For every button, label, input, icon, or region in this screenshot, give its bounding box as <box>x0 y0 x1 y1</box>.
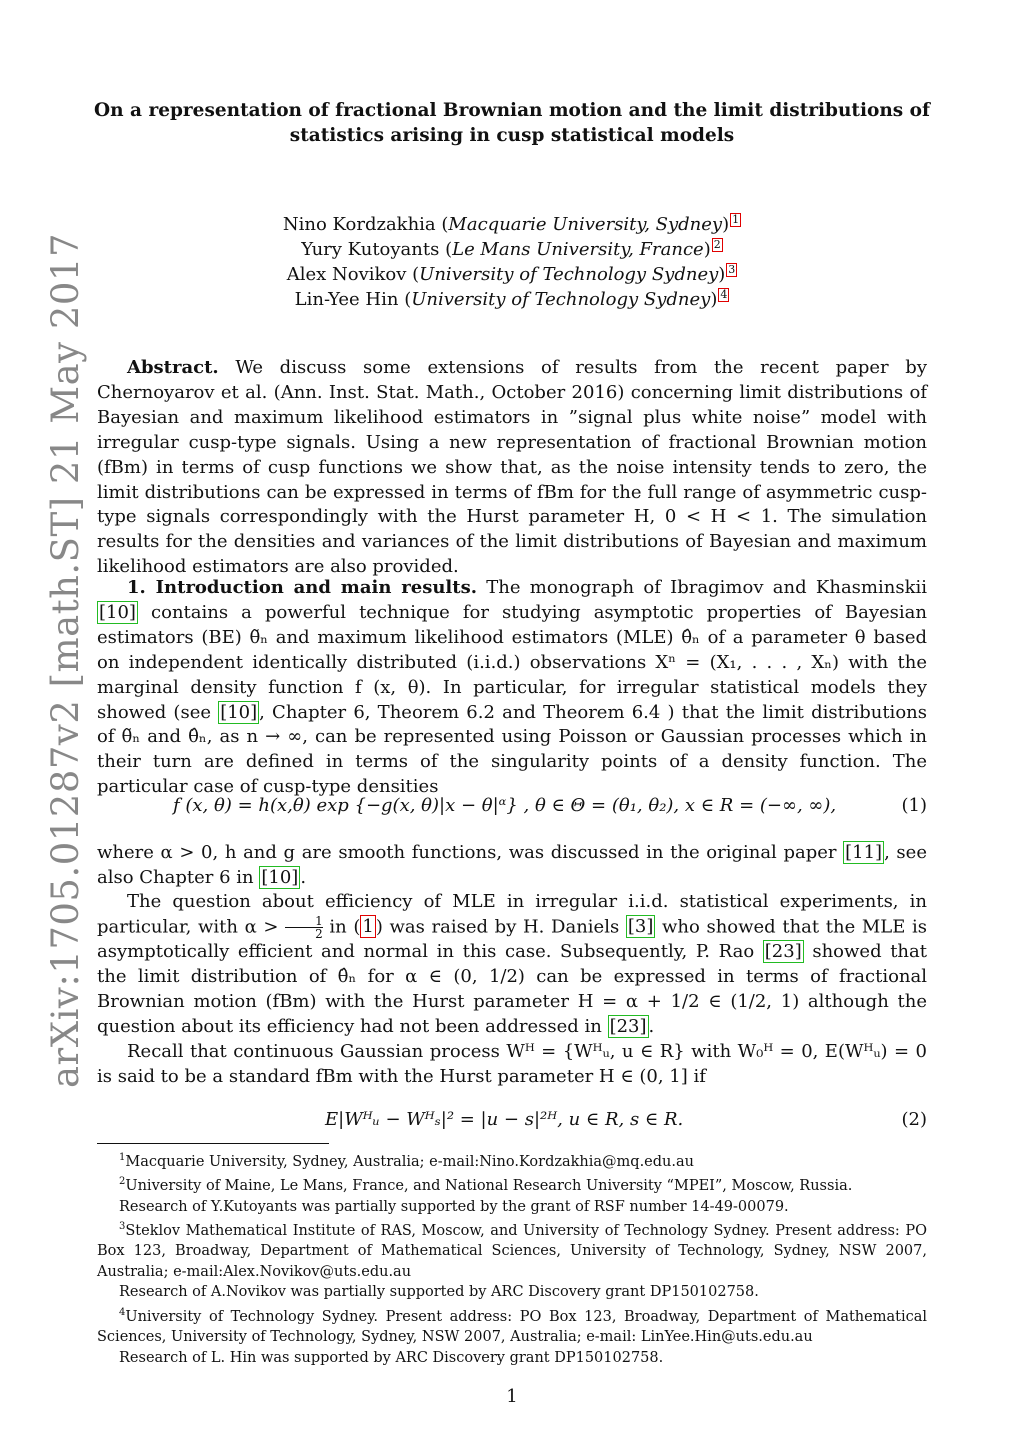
citation-link[interactable]: [23] <box>764 941 802 963</box>
where-text-2: , see also Chapter 6 in <box>97 842 927 888</box>
footnote-link[interactable]: 1 <box>732 213 740 226</box>
footnote <box>97 1172 927 1196</box>
equation-body: E|Wᴴᵤ − Wᴴₛ|² = |u − s|²ᴴ, u ∈ R, s ∈ R. <box>325 1109 684 1130</box>
author-name: Yury Kutoyants <box>301 239 440 260</box>
arxiv-stamp: arXiv:1705.01287v2 [math.ST] 21 May 2017 <box>44 233 87 1088</box>
abstract-text: We discuss some extensions of results from the recent paper by Chernoyarov et al. (Ann. Inst. Stat. Math., October 2016) concerning limit distributions of Bayesian and maximum likelihood estimators in ”signal plus white noise” model with irregular cusp-type signals. Using a new representation of fractional Brownian motion (fBm) in terms of cusp functions we show that, as the noise intensity tends to zero, the limit distributions can be expressed in terms of fBm for the full range of asymmetric cusp-type signals correspondingly with the Hurst parameter H, 0 < H < 1. The simulation results for the densities and variances of the limit distributions of Bayesian and maximum likelihood estimators are also provided. <box>97 357 927 578</box>
where-text-3: . <box>300 866 307 888</box>
citation-link[interactable]: [10] <box>220 701 258 723</box>
footnote <box>97 1197 927 1218</box>
footnote-text: Research of Y.Kutoyants was partially supported by the grant of RSF number 14-49-00079. <box>119 1198 789 1215</box>
footnotes <box>97 1148 927 1368</box>
paragraph-where <box>97 841 927 891</box>
footnote-link[interactable]: 3 <box>728 263 736 276</box>
footnote-text: Macquarie University, Sydney, Australia; e-mail:Nino.Kordzakhia@mq.edu.au <box>125 1153 694 1170</box>
paper-title <box>90 98 934 148</box>
footnote <box>97 1148 927 1172</box>
author-line: Nino Kordzakhia (Macquarie University, Sydney) 1 <box>282 213 740 235</box>
title-line-1: On a representation of fractional Brownian motion and the limit distributions of <box>94 100 930 121</box>
author-line: Alex Novikov (University of Technology Sydney) 3 <box>286 263 736 285</box>
footnote-text: Research of L. Hin was supported by ARC Discovery grant DP150102758. <box>119 1349 664 1366</box>
footnote-text: Steklov Mathematical Institute of RAS, Moscow, and University of Technology Sydney. Present address: PO Box 123, Broadway, Department of Mathematical Sciences, University of Technology, Sydney, NSW 2007, Australia; e-mail:Alex.Novikov@uts.edu.au <box>97 1222 927 1280</box>
efficiency-text-3: ) was raised by H. Daniels <box>375 916 620 938</box>
footnote-mark: 1 <box>119 1152 126 1163</box>
citation-link[interactable]: [10] <box>99 601 136 623</box>
paragraph-recall: Recall that continuous Gaussian process Wᴴ = {Wᴴᵤ, u ∈ R} with W₀ᴴ = 0, E(Wᴴᵤ) = 0 is said to be a standard fBm with the Hurst parameter H ∈ (0, 1] if <box>97 1041 927 1087</box>
citation-link[interactable]: [3] <box>627 916 654 938</box>
footnote-text: Research of A.Novikov was partially supported by ARC Discovery grant DP150102758. <box>119 1284 759 1301</box>
efficiency-text-6: . <box>648 1016 655 1038</box>
equation-number: (2) <box>901 1109 927 1130</box>
footnote-mark: 3 <box>119 1221 126 1233</box>
author-name: Nino Kordzakhia <box>282 214 436 235</box>
author-affiliation: University of Technology Sydney <box>419 264 719 285</box>
intro-text-1: The monograph of Ibragimov and Khasminskii <box>486 577 927 598</box>
abstract-label: Abstract. <box>127 357 219 378</box>
author-affiliation: University of Technology Sydney <box>411 289 711 310</box>
author-name: Alex Novikov <box>286 264 407 285</box>
author-line: Yury Kutoyants (Le Mans University, France) 2 <box>301 238 721 260</box>
footnote-link[interactable]: 2 <box>713 238 721 251</box>
paragraph-efficiency <box>97 890 927 1040</box>
footnote <box>97 1348 927 1369</box>
abstract <box>97 356 927 580</box>
equation-number: (1) <box>901 795 927 816</box>
footnote <box>97 1217 927 1282</box>
where-text-1: where α > 0, h and g are smooth functions, was discussed in the original paper <box>97 842 837 863</box>
intro-paragraph <box>97 576 927 800</box>
footnote-divider <box>97 1143 329 1144</box>
footnote-text: University of Technology Sydney. Present address: PO Box 123, Broadway, Department of Mathematical Sciences, University of Technology, Sydney, NSW 2007, Australia; e-mail: LinYee.Hin@uts.edu.au <box>97 1308 927 1346</box>
fraction-denominator: 2 <box>315 926 323 941</box>
intro-text-3: , Chapter 6, Theorem 6.2 and Theorem 6.4 ) that the limit distributions of θ̃ₙ and θ̂ₙ, as n → ∞, can be represented using Poisson or Gaussian processes which in their turn are defined in terms of the singularity points of a density function. The particular case of cusp-type densities <box>97 701 927 798</box>
efficiency-text-1: The question about efficiency of MLE in irregular i.i.d. statistical experiments, in particular, with α > <box>97 891 927 938</box>
footnote-link[interactable]: 4 <box>720 288 728 301</box>
footnote-text: University of Maine, Le Mans, France, and National Research University “MPEI”, Moscow, Russia. <box>125 1178 853 1195</box>
equation-2 <box>97 1106 927 1134</box>
author-name: Lin-Yee Hin <box>294 289 399 310</box>
footnote <box>97 1303 927 1348</box>
author-list <box>200 212 824 312</box>
title-line-2: statistics arising in cusp statistical models <box>289 125 735 146</box>
citation-link[interactable]: [11] <box>845 842 883 863</box>
citation-link[interactable]: [10] <box>261 866 299 888</box>
author-affiliation: Macquarie University, Sydney <box>448 214 723 235</box>
efficiency-text-2: in ( <box>329 916 361 938</box>
author-affiliation: Le Mans University, France <box>452 239 704 260</box>
equation-ref-link[interactable]: 1 <box>362 916 374 938</box>
footnote-mark: 2 <box>119 1176 126 1188</box>
footnote-mark: 4 <box>119 1306 126 1318</box>
section-heading: 1. Introduction and main results. <box>127 577 477 598</box>
equation-1 <box>97 792 927 820</box>
efficiency-text-5: showed that the limit distribution of θ̂ₙ for α ∈ (0, 1/2) can be expressed in terms of fractional Brownian motion (fBm) with the Hurst parameter H = α + 1/2 ∈ (1/2, 1) although the question about its efficiency had not been addressed in <box>97 941 927 1038</box>
fraction-one-half <box>285 915 323 940</box>
intro-text-2: contains a powerful technique for studying asymptotic properties of Bayesian estimators (BE) θ̃ₙ and maximum likelihood estimators (MLE) θ̂ₙ of a parameter θ based on independent identically distributed (i.i.d.) observations Xⁿ = (X₁, . . . , Xₙ) with the marginal density function f (x, θ). In particular, for irregular statistical models they showed (see <box>97 601 927 723</box>
efficiency-text-4: who showed that the MLE is asymptotically efficient and normal in this case. Subsequently, P. Rao <box>97 916 928 963</box>
fraction-numerator: 1 <box>285 915 323 928</box>
author-line: Lin-Yee Hin (University of Technology Sydney) 4 <box>294 288 728 310</box>
page-number: 1 <box>506 1386 518 1407</box>
footnote <box>97 1282 927 1303</box>
equation-body: f (x, θ) = h(x,θ) exp {−g(x, θ)|x − θ|ᵅ} , θ ∈ Θ = (θ₁, θ₂), x ∈ R = (−∞, ∞), <box>173 795 837 816</box>
citation-link[interactable]: [23] <box>609 1016 647 1038</box>
